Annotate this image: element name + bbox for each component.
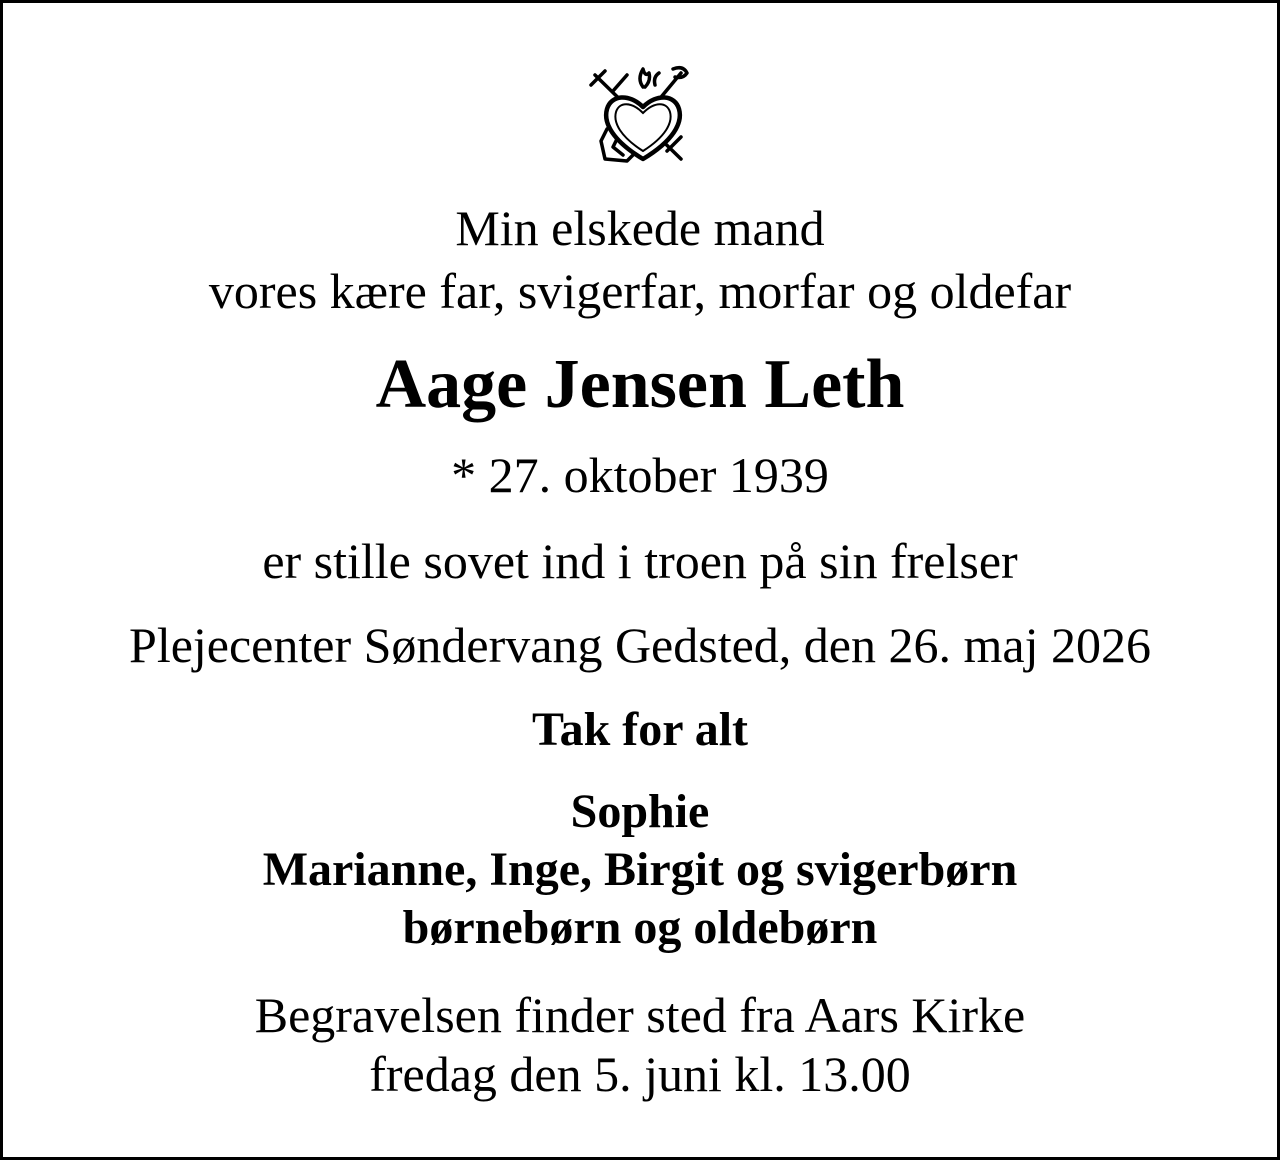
cross-anchor-heart-icon: [583, 63, 703, 173]
death-place-date: Plejecenter Søndervang Gedsted, den 26. maj 2026: [129, 617, 1151, 673]
intro-line-2: vores kære far, svigerfar, morfar og oldefar: [208, 263, 1072, 319]
family-line-3: børnebørn og oldebørn: [402, 901, 878, 954]
intro-line-1: Min elskede mand: [455, 200, 825, 256]
funeral-line-2: fredag den 5. juni kl. 13.00: [369, 1046, 911, 1102]
deceased-name: Aage Jensen Leth: [375, 346, 905, 423]
funeral-line-1: Begravelsen finder sted fra Aars Kirke: [254, 987, 1026, 1043]
thanks-line: Tak for alt: [531, 703, 749, 756]
family-line-2: Marianne, Inge, Birgit og svigerbørn: [262, 843, 1018, 896]
family-line-1: Sophie: [570, 785, 710, 838]
death-statement: er stille sovet ind i troen på sin frelser: [262, 533, 1018, 589]
birth-date: * 27. oktober 1939: [451, 447, 829, 503]
